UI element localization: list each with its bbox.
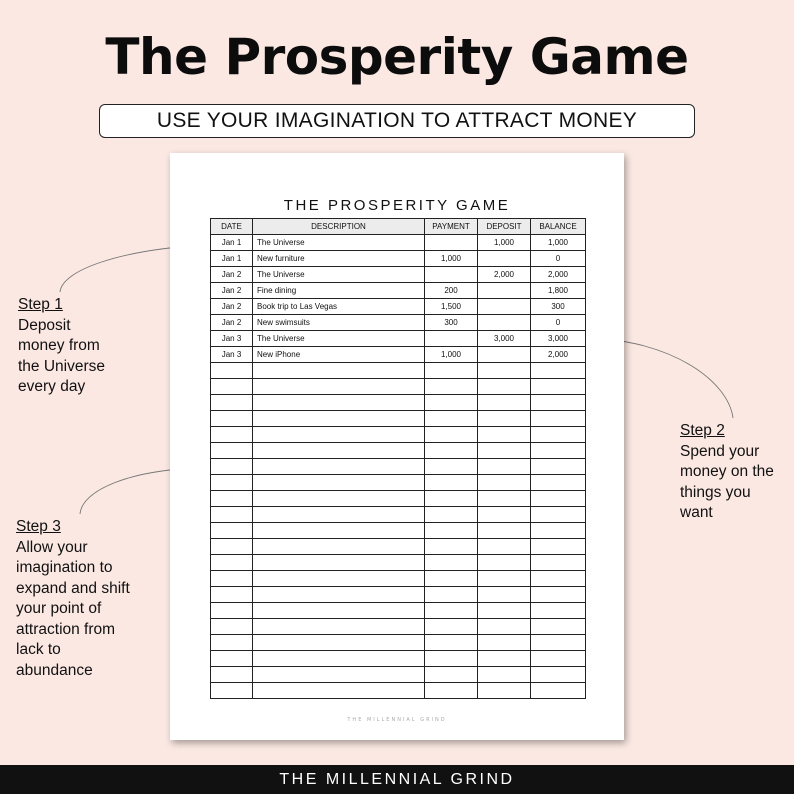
empty-cell-balance xyxy=(531,523,586,539)
empty-cell-description xyxy=(253,619,425,635)
empty-cell-balance xyxy=(531,379,586,395)
cell-payment: 1,000 xyxy=(425,347,478,363)
cell-description: The Universe xyxy=(253,267,425,283)
cell-date: Jan 1 xyxy=(211,235,253,251)
cell-payment xyxy=(425,331,478,347)
empty-cell-description xyxy=(253,491,425,507)
empty-cell-date xyxy=(211,459,253,475)
empty-row xyxy=(211,635,586,651)
cell-date: Jan 2 xyxy=(211,299,253,315)
empty-cell-description xyxy=(253,667,425,683)
empty-cell-date xyxy=(211,587,253,603)
empty-cell-description xyxy=(253,379,425,395)
empty-cell-deposit xyxy=(478,683,531,699)
empty-cell-deposit xyxy=(478,443,531,459)
empty-cell-deposit xyxy=(478,411,531,427)
empty-cell-balance xyxy=(531,619,586,635)
cell-payment xyxy=(425,267,478,283)
step-2-callout xyxy=(680,421,774,524)
empty-cell-payment xyxy=(425,619,478,635)
empty-cell-payment xyxy=(425,571,478,587)
empty-cell-payment xyxy=(425,651,478,667)
empty-cell-payment xyxy=(425,411,478,427)
empty-cell-date xyxy=(211,395,253,411)
sheet-footer-mark: THE MILLENNIAL GRIND xyxy=(347,717,447,723)
empty-cell-date xyxy=(211,651,253,667)
empty-row xyxy=(211,587,586,603)
empty-cell-description xyxy=(253,603,425,619)
empty-cell-date xyxy=(211,667,253,683)
empty-cell-date xyxy=(211,379,253,395)
step-3-heading: Step 3 xyxy=(16,518,61,535)
cell-balance: 1,800 xyxy=(531,283,586,299)
cell-payment: 300 xyxy=(425,315,478,331)
empty-cell-balance xyxy=(531,427,586,443)
empty-cell-deposit xyxy=(478,523,531,539)
cell-balance: 0 xyxy=(531,251,586,267)
cell-description: New iPhone xyxy=(253,347,425,363)
empty-cell-description xyxy=(253,427,425,443)
empty-cell-payment xyxy=(425,523,478,539)
empty-cell-deposit xyxy=(478,651,531,667)
cell-balance: 2,000 xyxy=(531,267,586,283)
empty-cell-deposit xyxy=(478,571,531,587)
cell-balance: 1,000 xyxy=(531,235,586,251)
cell-deposit xyxy=(478,315,531,331)
empty-row xyxy=(211,571,586,587)
header-balance: BALANCE xyxy=(531,219,586,235)
cell-balance: 3,000 xyxy=(531,331,586,347)
table-row xyxy=(211,235,586,251)
cell-deposit xyxy=(478,299,531,315)
cell-balance: 2,000 xyxy=(531,347,586,363)
empty-cell-payment xyxy=(425,427,478,443)
empty-cell-description xyxy=(253,475,425,491)
cell-date: Jan 2 xyxy=(211,283,253,299)
empty-cell-description xyxy=(253,651,425,667)
empty-row xyxy=(211,603,586,619)
cell-description: New swimsuits xyxy=(253,315,425,331)
brand-footer-bar: THE MILLENNIAL GRIND xyxy=(0,765,794,794)
empty-cell-deposit xyxy=(478,587,531,603)
empty-row xyxy=(211,491,586,507)
table-row xyxy=(211,299,586,315)
empty-cell-payment xyxy=(425,603,478,619)
ledger-table xyxy=(210,218,586,699)
empty-cell-payment xyxy=(425,459,478,475)
empty-cell-date xyxy=(211,555,253,571)
empty-cell-deposit xyxy=(478,667,531,683)
empty-row xyxy=(211,555,586,571)
empty-cell-payment xyxy=(425,379,478,395)
subtitle-banner: USE YOUR IMAGINATION TO ATTRACT MONEY xyxy=(99,104,695,138)
header-date: DATE xyxy=(211,219,253,235)
empty-cell-description xyxy=(253,507,425,523)
empty-cell-balance xyxy=(531,491,586,507)
header-deposit: DEPOSIT xyxy=(478,219,531,235)
empty-row xyxy=(211,363,586,379)
empty-cell-balance xyxy=(531,651,586,667)
empty-row xyxy=(211,539,586,555)
empty-cell-deposit xyxy=(478,555,531,571)
empty-cell-description xyxy=(253,459,425,475)
empty-row xyxy=(211,427,586,443)
empty-row xyxy=(211,651,586,667)
empty-cell-date xyxy=(211,363,253,379)
empty-cell-deposit xyxy=(478,379,531,395)
empty-cell-deposit xyxy=(478,491,531,507)
empty-cell-date xyxy=(211,491,253,507)
empty-cell-balance xyxy=(531,667,586,683)
empty-cell-date xyxy=(211,443,253,459)
step-1-callout xyxy=(18,295,105,398)
empty-cell-description xyxy=(253,683,425,699)
step-3-callout xyxy=(16,517,130,681)
empty-cell-deposit xyxy=(478,475,531,491)
table-row xyxy=(211,251,586,267)
empty-cell-date xyxy=(211,635,253,651)
empty-cell-payment xyxy=(425,555,478,571)
empty-cell-payment xyxy=(425,683,478,699)
cell-payment: 1,500 xyxy=(425,299,478,315)
empty-cell-description xyxy=(253,443,425,459)
empty-cell-payment xyxy=(425,395,478,411)
empty-cell-payment xyxy=(425,635,478,651)
cell-date: Jan 2 xyxy=(211,267,253,283)
empty-cell-date xyxy=(211,571,253,587)
empty-cell-balance xyxy=(531,363,586,379)
empty-cell-balance xyxy=(531,603,586,619)
cell-balance: 300 xyxy=(531,299,586,315)
sheet-title: THE PROSPERITY GAME xyxy=(283,197,511,214)
empty-cell-balance xyxy=(531,443,586,459)
empty-cell-deposit xyxy=(478,363,531,379)
cell-date: Jan 2 xyxy=(211,315,253,331)
cell-deposit: 2,000 xyxy=(478,267,531,283)
empty-cell-balance xyxy=(531,411,586,427)
cell-date: Jan 3 xyxy=(211,331,253,347)
empty-cell-balance xyxy=(531,683,586,699)
empty-cell-deposit xyxy=(478,619,531,635)
empty-cell-description xyxy=(253,363,425,379)
empty-cell-payment xyxy=(425,539,478,555)
empty-cell-deposit xyxy=(478,507,531,523)
empty-cell-description xyxy=(253,411,425,427)
empty-row xyxy=(211,619,586,635)
cell-description: Fine dining xyxy=(253,283,425,299)
empty-cell-balance xyxy=(531,459,586,475)
empty-cell-description xyxy=(253,571,425,587)
empty-row xyxy=(211,507,586,523)
cell-deposit xyxy=(478,347,531,363)
empty-cell-deposit xyxy=(478,635,531,651)
empty-cell-deposit xyxy=(478,539,531,555)
table-row xyxy=(211,315,586,331)
empty-cell-description xyxy=(253,635,425,651)
header-row xyxy=(211,219,586,235)
empty-cell-description xyxy=(253,587,425,603)
empty-cell-payment xyxy=(425,475,478,491)
cell-deposit: 1,000 xyxy=(478,235,531,251)
step-3-text: Allow your imagination to expand and shift your point of attraction from lack to abundance xyxy=(16,538,130,679)
empty-row xyxy=(211,411,586,427)
empty-cell-payment xyxy=(425,667,478,683)
empty-cell-deposit xyxy=(478,427,531,443)
cell-deposit xyxy=(478,283,531,299)
page-title: The Prosperity Game xyxy=(105,28,689,86)
empty-cell-balance xyxy=(531,539,586,555)
cell-deposit xyxy=(478,251,531,267)
empty-cell-description xyxy=(253,555,425,571)
empty-cell-description xyxy=(253,395,425,411)
ledger-sheet xyxy=(170,153,624,740)
cell-description: New furniture xyxy=(253,251,425,267)
cell-deposit: 3,000 xyxy=(478,331,531,347)
header-description: DESCRIPTION xyxy=(253,219,425,235)
table-row xyxy=(211,347,586,363)
cell-date: Jan 3 xyxy=(211,347,253,363)
empty-cell-description xyxy=(253,539,425,555)
empty-cell-date xyxy=(211,411,253,427)
cell-date: Jan 1 xyxy=(211,251,253,267)
empty-cell-date xyxy=(211,683,253,699)
empty-cell-payment xyxy=(425,507,478,523)
table-row xyxy=(211,283,586,299)
empty-cell-date xyxy=(211,539,253,555)
step-2-heading: Step 2 xyxy=(680,422,725,439)
step-1-text: Deposit money from the Universe every day xyxy=(18,316,106,395)
empty-row xyxy=(211,475,586,491)
empty-cell-date xyxy=(211,603,253,619)
empty-cell-date xyxy=(211,475,253,491)
empty-cell-payment xyxy=(425,363,478,379)
empty-row xyxy=(211,379,586,395)
empty-row xyxy=(211,459,586,475)
cell-payment: 1,000 xyxy=(425,251,478,267)
table-row xyxy=(211,331,586,347)
step-2-text: Spend your money on the things you want xyxy=(680,442,774,521)
empty-cell-balance xyxy=(531,507,586,523)
cell-description: The Universe xyxy=(253,331,425,347)
empty-cell-description xyxy=(253,523,425,539)
empty-cell-date xyxy=(211,523,253,539)
cell-description: Book trip to Las Vegas xyxy=(253,299,425,315)
cell-payment: 200 xyxy=(425,283,478,299)
empty-cell-payment xyxy=(425,491,478,507)
empty-row xyxy=(211,683,586,699)
empty-cell-balance xyxy=(531,555,586,571)
empty-row xyxy=(211,443,586,459)
empty-cell-balance xyxy=(531,395,586,411)
cell-description: The Universe xyxy=(253,235,425,251)
table-row xyxy=(211,267,586,283)
empty-cell-payment xyxy=(425,587,478,603)
cell-payment xyxy=(425,235,478,251)
empty-cell-deposit xyxy=(478,459,531,475)
empty-cell-payment xyxy=(425,443,478,459)
empty-cell-deposit xyxy=(478,395,531,411)
cell-balance: 0 xyxy=(531,315,586,331)
header-payment: PAYMENT xyxy=(425,219,478,235)
empty-cell-balance xyxy=(531,587,586,603)
empty-cell-balance xyxy=(531,635,586,651)
empty-cell-balance xyxy=(531,475,586,491)
empty-row xyxy=(211,523,586,539)
empty-cell-date xyxy=(211,427,253,443)
empty-cell-date xyxy=(211,619,253,635)
empty-cell-balance xyxy=(531,571,586,587)
empty-row xyxy=(211,395,586,411)
empty-row xyxy=(211,667,586,683)
empty-cell-date xyxy=(211,507,253,523)
step-1-heading: Step 1 xyxy=(18,296,63,313)
empty-cell-deposit xyxy=(478,603,531,619)
